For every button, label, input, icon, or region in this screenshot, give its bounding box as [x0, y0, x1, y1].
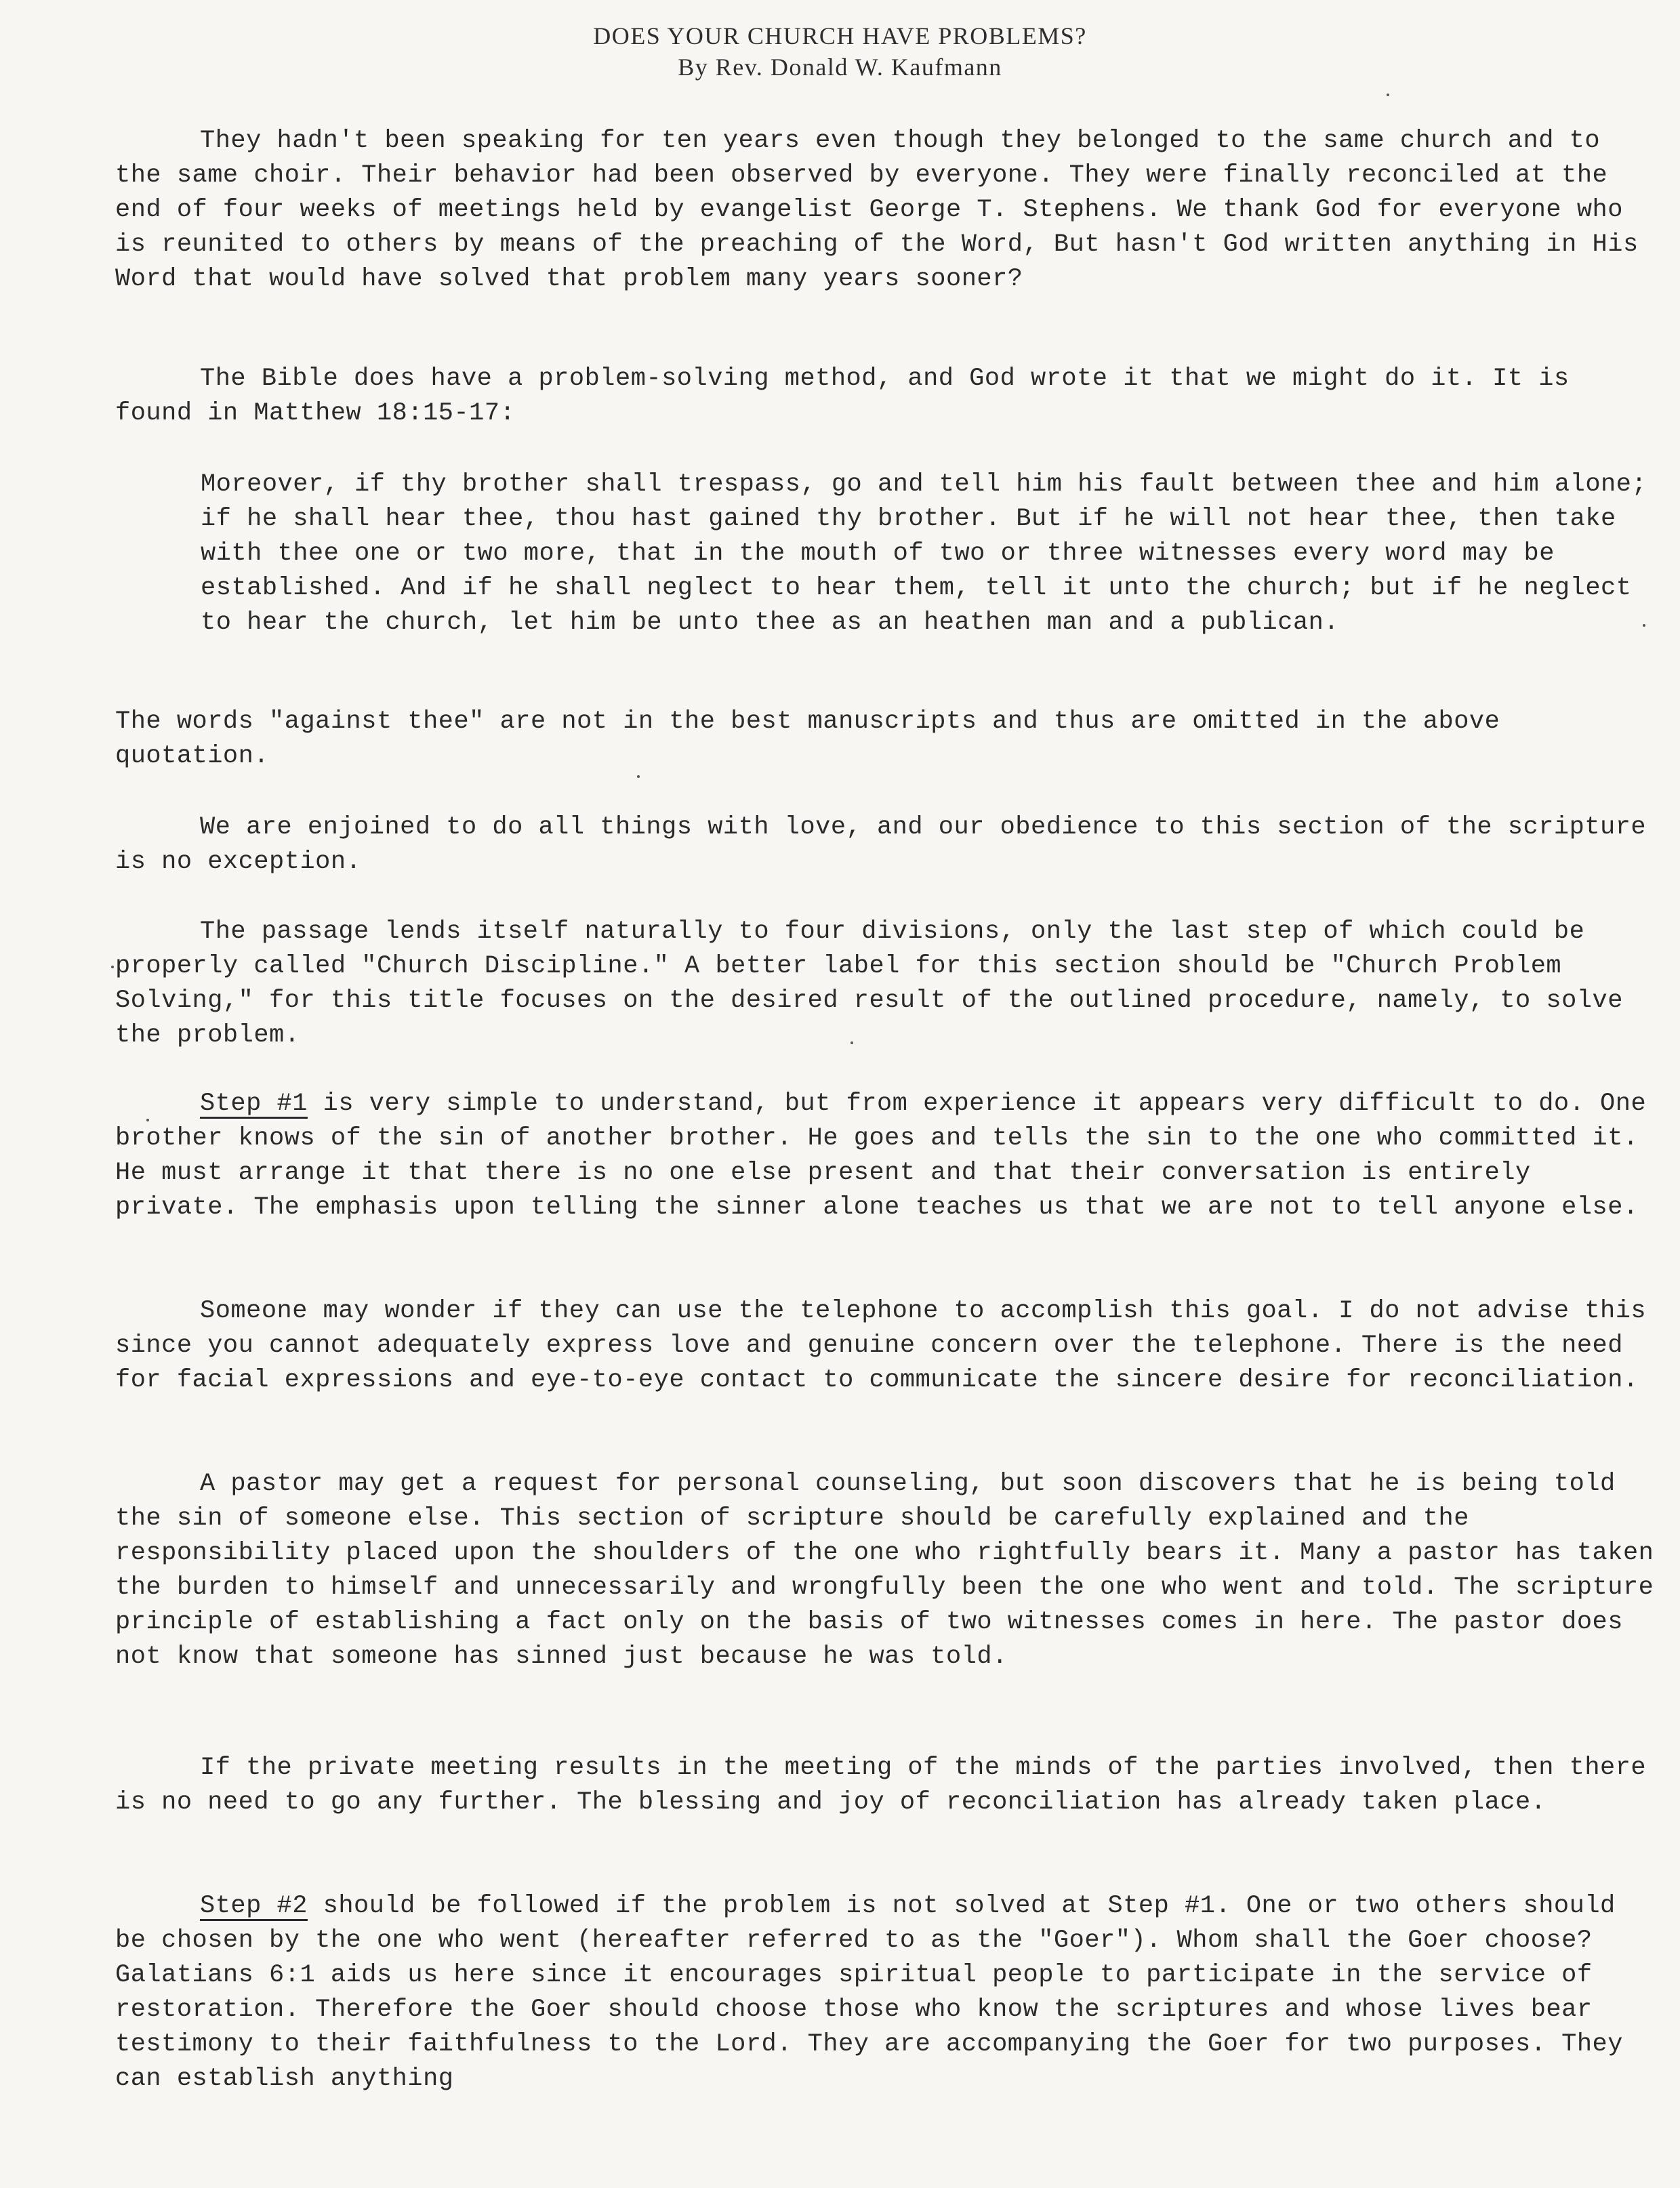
paragraph-pastor-counseling	[115, 1467, 1660, 1674]
scripture-quotation	[201, 468, 1651, 640]
step-2-label: Step #2	[200, 1892, 308, 1920]
paper-speck	[637, 775, 640, 778]
paper-speck	[146, 1119, 149, 1121]
paragraph-text: Someone may wonder if they can use the telephone to accomplish this goal. I do not advise this since you cannot adequately express love and genuine concern over the telephone. There is the need for facial expressions and eye-to-eye contact to communicate the sincere desire for reconciliation.	[115, 1297, 1647, 1395]
paragraph-text: A pastor may get a request for personal counseling, but soon discovers that he is being told the sin of someone else. This section of scripture should be carefully explained and the responsibility placed upon the shoulders of the one who rightfully bears it. Many a pastor has taken the burden to himself and unnecessarily and wrongfully been the one who went and told. The scripture principle of establishing a fact only on the basis of two witnesses comes in here. The pastor does not know that someone has sinned just because he was told.	[115, 1470, 1654, 1671]
author-byline: By Rev. Donald W. Kaufmann	[678, 54, 1002, 81]
step-1-label: Step #1	[200, 1090, 308, 1118]
paragraph-text: is very simple to understand, but from experience it appears very difficult to do. One brother knows of the sin of another brother. He goes and tells the sin to the one who committed it. He must arrange it that there is no one else present and that their conversation is entirely private. The emphasis upon telling the sinner alone teaches us that we are not to tell anyone else.	[115, 1090, 1647, 1222]
paragraph-text: The passage lends itself naturally to four divisions, only the last step of which could be properly called "Church Discipline." A better label for this section should be "Church Problem Solving," for this title focuses on the desired result of the outlined procedure, namely, to solve the problem.	[115, 917, 1623, 1050]
paragraph-four-divisions	[115, 915, 1660, 1053]
paragraph-opening-story	[115, 124, 1660, 297]
paragraph-private-meeting	[115, 1751, 1660, 1820]
paragraph-text: should be followed if the problem is not solved at Step #1. One or two others should be chosen by the one who went (hereafter referred to as the "Goer"). Whom shall the Goer choose? Galatians 6:1 aids us here since it encourages spiritual people to participate in the service of restoration. Therefore the Goer should choose those who know the scriptures and whose lives bear testimony to their faithfulness to the Lord. They are accompanying the Goer for two purposes. They can establish anything	[115, 1892, 1623, 2093]
paragraph-text: They hadn't been speaking for ten years even though they belonged to the same church and to the same choir. Their behavior had been observed by everyone. They were finally reconciled at the end of four weeks of meetings held by evangelist George T. Stephens. We thank God for everyone who is reunited to others by means of the preaching of the Word, But hasn't God written anything in His Word that would have solved that problem many years sooner?	[115, 127, 1639, 293]
paragraph-text: The words "against thee" are not in the best manuscripts and thus are omitted in the above quotation.	[115, 707, 1500, 770]
paragraph-method-intro	[115, 362, 1660, 431]
paragraph-text: The Bible does have a problem-solving method, and God wrote it that we might do it. It is found in Matthew 18:15-17:	[115, 365, 1570, 428]
paper-speck	[1387, 94, 1389, 96]
paper-speck	[1643, 624, 1645, 627]
paper-speck	[851, 1041, 853, 1044]
paragraph-text: We are enjoined to do all things with love, and our obedience to this section of the scripture is no exception.	[115, 813, 1647, 876]
paragraph-telephone	[115, 1294, 1660, 1398]
paragraph-love	[115, 810, 1660, 880]
paragraph-step-2	[115, 1889, 1660, 2097]
document-title: DOES YOUR CHURCH HAVE PROBLEMS?	[593, 22, 1087, 49]
quotation-text: Moreover, if thy brother shall trespass, go and tell him his fault between thee and him alone; if he shall hear thee, thou hast gained thy brother. But if he will not hear thee, then take with thee one or two more, that in the mouth of two or three witnesses every word may be established. And if he shall neglect to hear them, tell it unto the church; but if he neglect to hear the church, let him be unto thee as an heathen man and a publican.	[201, 470, 1647, 637]
paper-speck	[111, 966, 114, 968]
paragraph-manuscripts-note	[115, 705, 1660, 774]
paragraph-text: If the private meeting results in the meeting of the minds of the parties involved, then there is no need to go any further. The blessing and joy of reconciliation has already taken place.	[115, 1754, 1647, 1817]
paragraph-step-1	[115, 1087, 1660, 1225]
